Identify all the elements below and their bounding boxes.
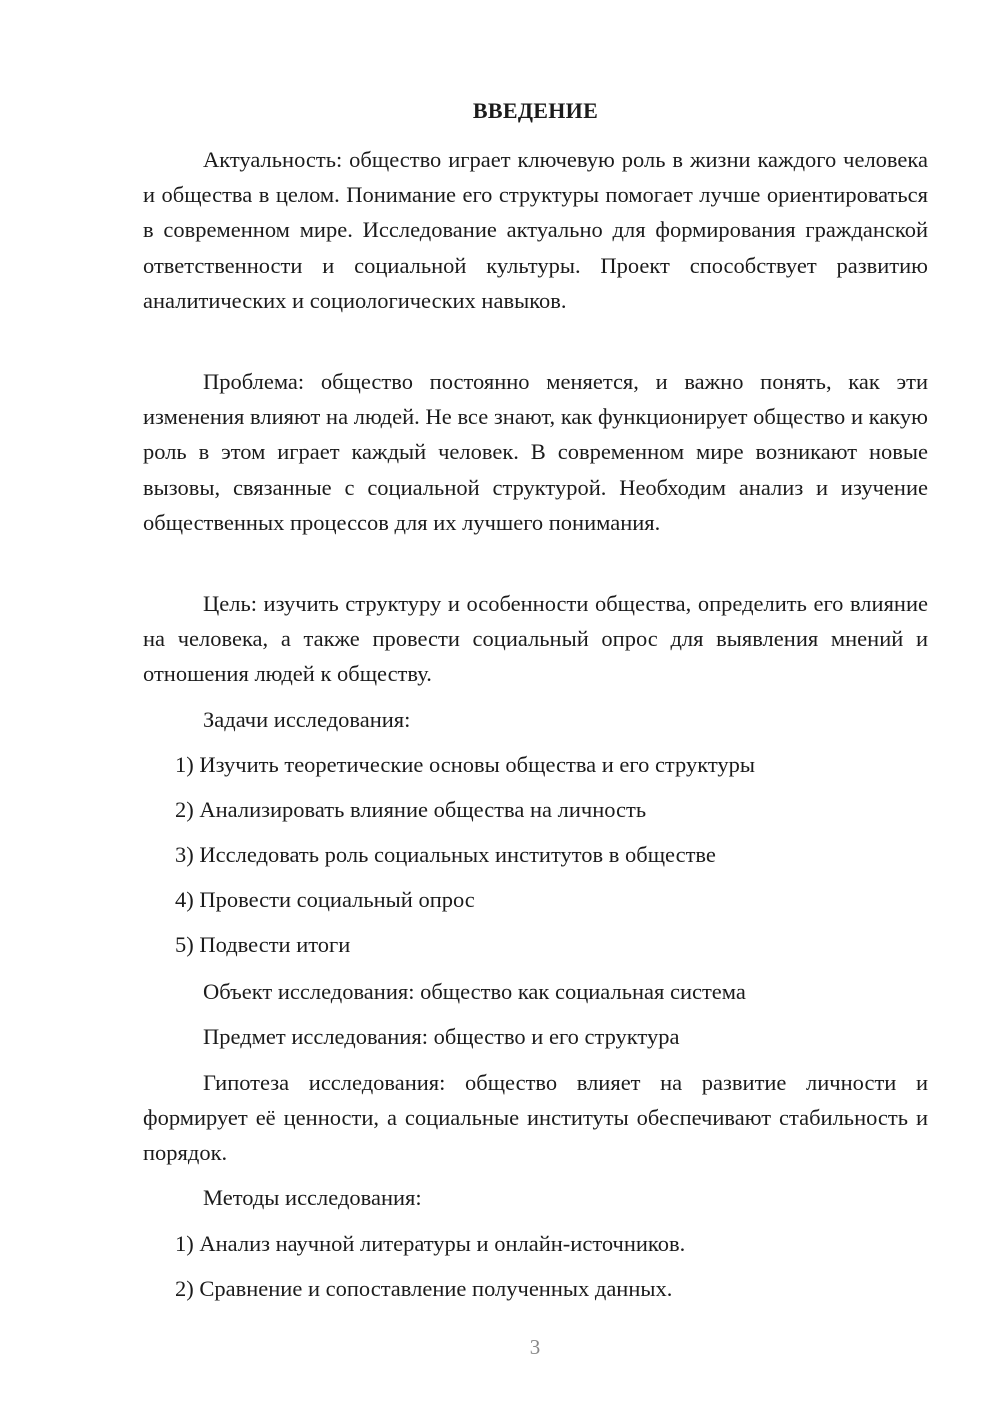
task-item: 2) Анализировать влияние общества на личность (175, 797, 647, 822)
hypothesis-paragraph: Гипотеза исследования: общество влияет на развитие личности и формирует её ценности, а социальные институты обеспечивают стабильность и порядок. (143, 1070, 928, 1166)
methods-title: Методы исследования: (203, 1185, 422, 1210)
research-subject: Предмет исследования: общество и его структура (203, 1024, 680, 1049)
page-number: 3 (529, 1335, 541, 1359)
research-object: Объект исследования: общество как социальная система (203, 979, 746, 1004)
relevance-paragraph: Актуальность: общество играет ключевую роль в жизни каждого человека и общества в целом. Понимание его структуры помогает лучше ориентироваться в современном мире. Исследование актуально для формирования гражданской ответственности и социальной культуры. Проект способствует развитию аналитических и социологических навыков. (143, 147, 928, 313)
method-item: 1) Анализ научной литературы и онлайн-источников. (175, 1231, 686, 1256)
tasks-title: Задачи исследования: (203, 707, 411, 732)
section-heading: ВВЕДЕНИЕ (472, 98, 599, 123)
method-item: 2) Сравнение и сопоставление полученных данных. (175, 1276, 673, 1301)
task-item: 3) Исследовать роль социальных институтов в обществе (175, 842, 716, 867)
task-item: 1) Изучить теоретические основы общества и его структуры (175, 752, 756, 777)
goal-paragraph: Цель: изучить структуру и особенности общества, определить его влияние на человека, а также провести социальный опрос для выявления мнений и отношения людей к обществу. (143, 591, 928, 687)
problem-paragraph: Проблема: общество постоянно меняется, и важно понять, как эти изменения влияют на людей. Не все знают, как функционирует общество и какую роль в этом играет каждый человек. В современном мире возникают новые вызовы, связанные с социальной структурой. Необходим анализ и изучение общественных процессов для их лучшего понимания. (143, 369, 928, 535)
task-item: 4) Провести социальный опрос (175, 887, 475, 912)
task-item: 5) Подвести итоги (175, 932, 351, 957)
